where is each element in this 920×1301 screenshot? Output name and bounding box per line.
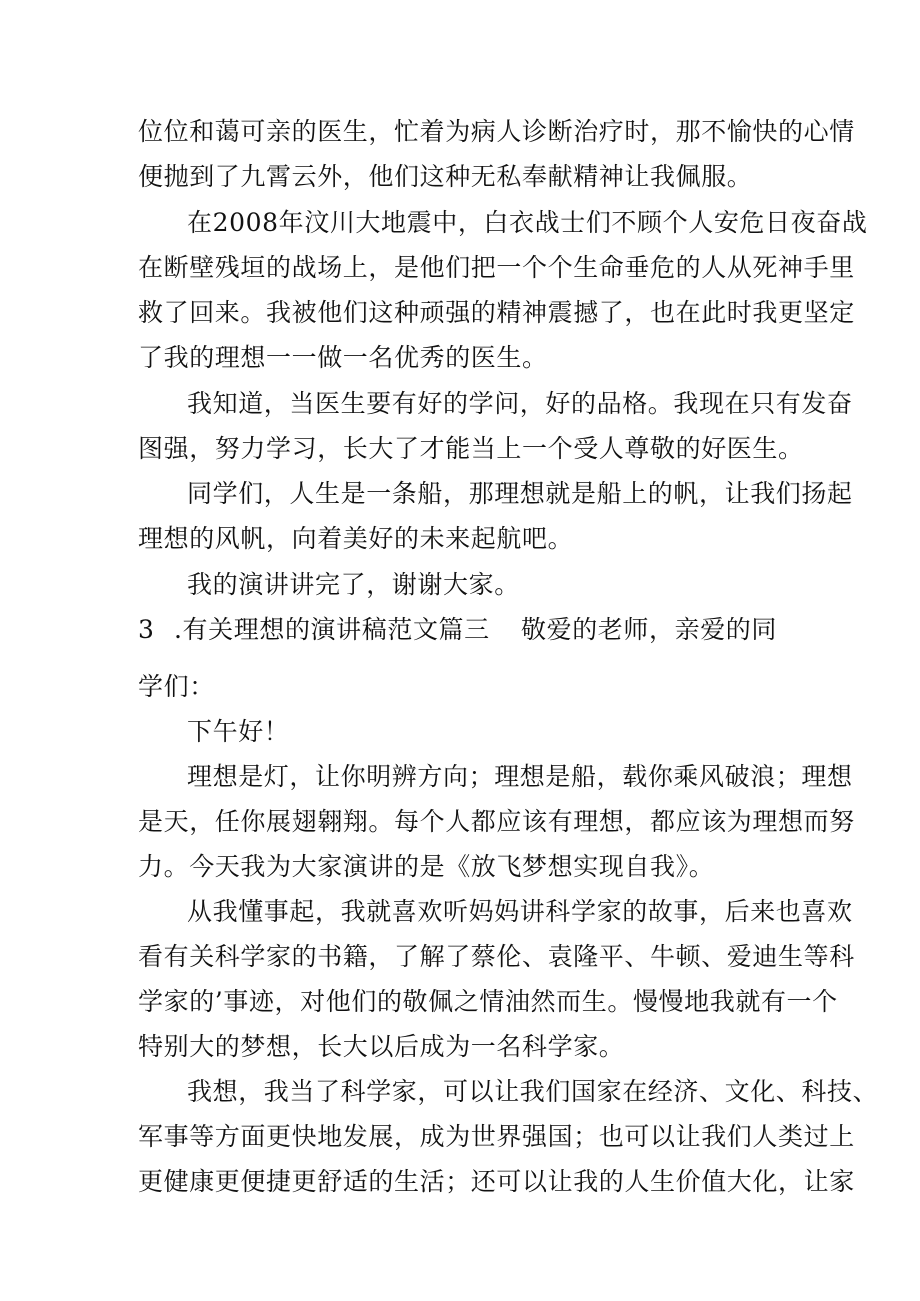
text-line: 救了回来。我被他们这种顽强的精神震撼了，也在此时我更坚定 [138, 298, 855, 327]
text-line: 力。今天我为大家演讲的是《放飞梦想实现自我》。 [138, 852, 715, 881]
text-line: 同学们，人生是一条船，那理想就是船上的帆，让我们扬起 [187, 479, 853, 508]
text-line: 我想，我当了科学家，可以让我们国家在经济、文化、科技、 [187, 1077, 879, 1106]
text-line: 在2008年汶川大地震中，白衣战士们不顾个人安危日夜奋战 [187, 208, 868, 237]
text-line: 位位和蔼可亲的医生，忙着为病人诊断治疗时，那不愉快的心情 [138, 117, 855, 146]
text-line: 特别大的梦想，长大以后成为一名科学家。 [138, 1032, 625, 1061]
text-line: 我知道，当医生要有好的学问，好的品格。我现在只有发奋 [187, 389, 853, 418]
text-line: 在断壁残垣的战场上，是他们把一个个生命垂危的人从死神手里 [138, 253, 855, 282]
text-line: 理想是灯，让你明辨方向；理想是船，载你乘风破浪；理想 [187, 762, 853, 791]
section-number: 3 [138, 615, 155, 644]
text-line: 下午好！ [187, 717, 290, 746]
text-line: 学家的’事迹，对他们的敬佩之情油然而生。慢慢地我就有一个 [138, 987, 838, 1016]
text-line: 理想的风帆，向着美好的未来起航吧。 [138, 524, 574, 553]
text-line: 图强，努力学习，长大了才能当上一个受人尊敬的好医生。 [138, 434, 804, 463]
text-line: 便抛到了九霄云外，他们这种无私奉献精神让我佩服。 [138, 162, 753, 191]
salutation-text: 敬爱的老师，亲爱的同 [521, 615, 778, 644]
text-line: 我的演讲讲完了，谢谢大家。 [187, 570, 520, 599]
section-title: .有关理想的演讲稿范文篇三 [174, 615, 490, 644]
text-line: 是天，任你展翅翱翔。每个人都应该有理想，都应该为理想而努 [138, 807, 855, 836]
text-line: 军事等方面更快地发展，成为世界强国；也可以让我们人类过上 [138, 1122, 855, 1151]
text-line: 看有关科学家的书籍，了解了蔡伦、袁隆平、牛顿、爱迪生等科 [138, 942, 855, 971]
text-line: 从我懂事起，我就喜欢听妈妈讲科学家的故事，后来也喜欢 [187, 897, 853, 926]
text-line: 了我的理想一一做一名优秀的医生。 [138, 343, 548, 372]
text-line: 学们： [138, 672, 215, 701]
text-line: 更健康更便捷更舒适的生活；还可以让我的人生价值大化，让家 [138, 1167, 855, 1196]
